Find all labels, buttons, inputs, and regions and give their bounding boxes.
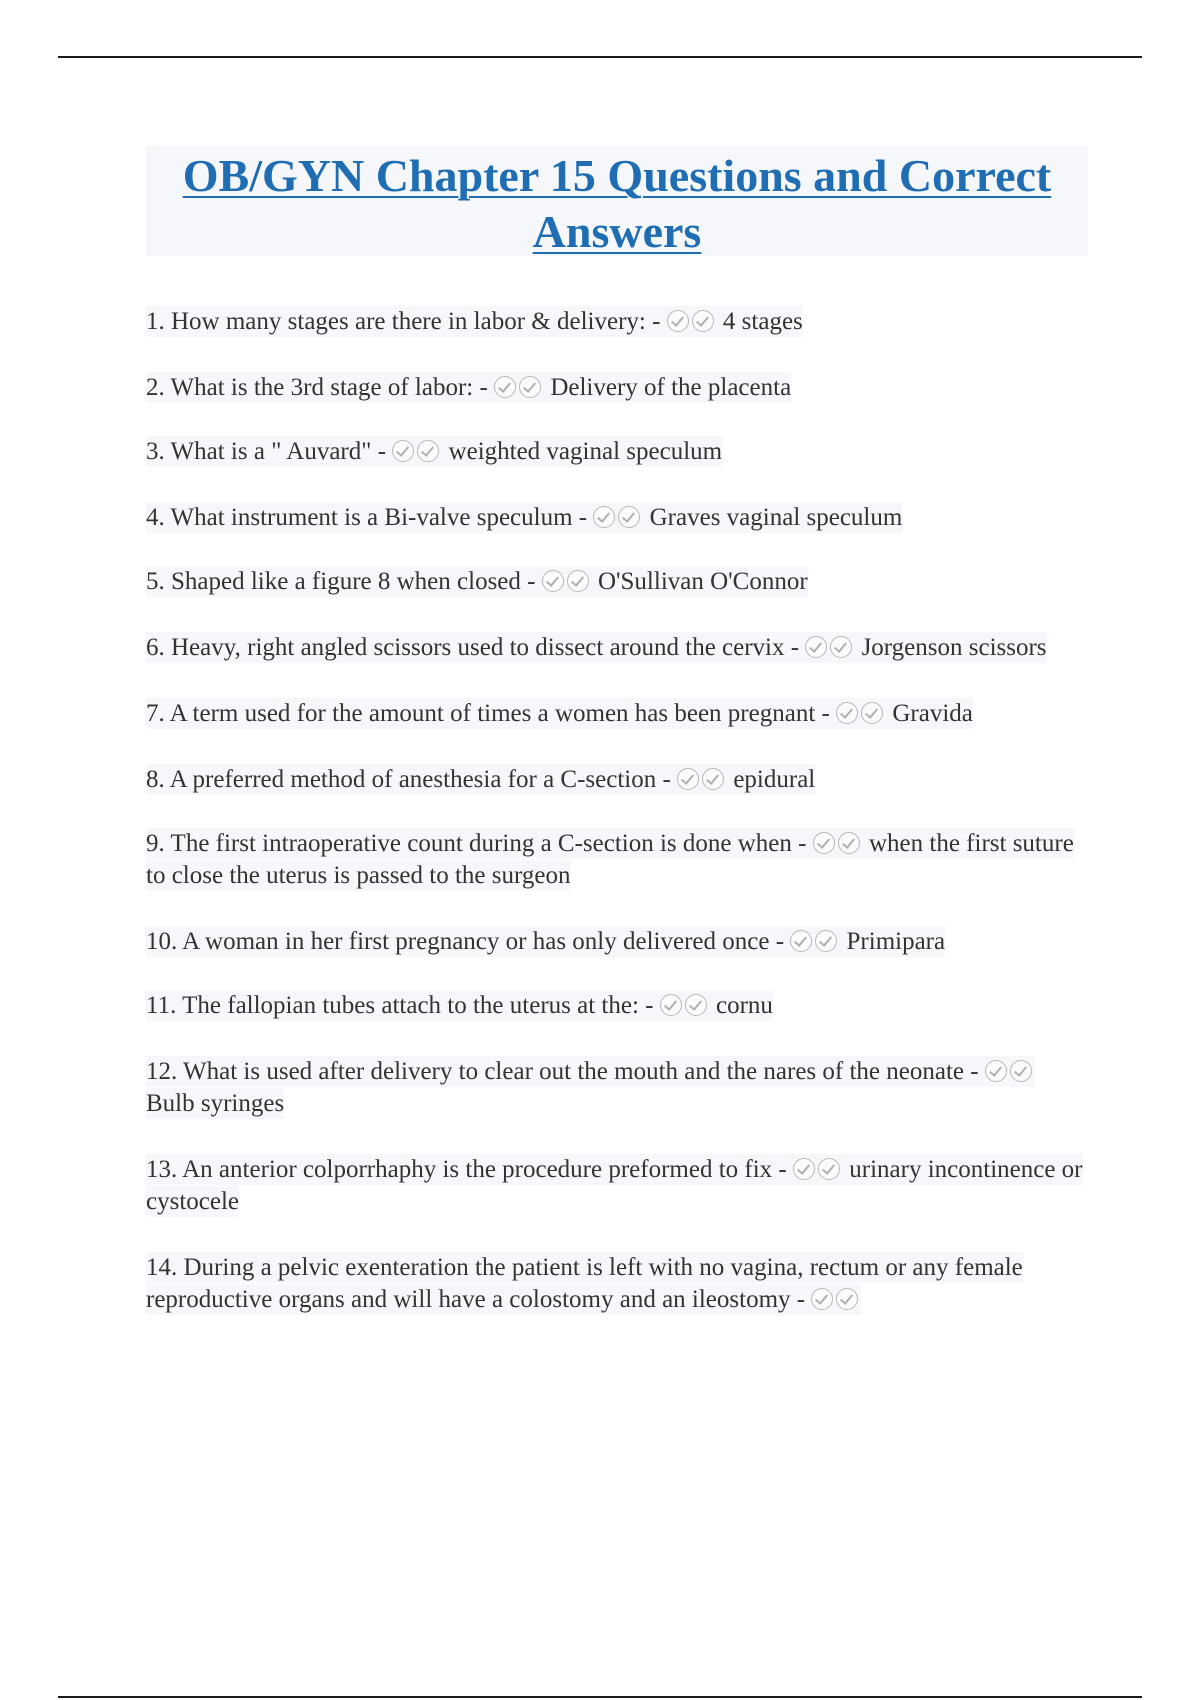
question-text: 4. What instrument is a Bi-valve speculum - [146, 504, 588, 531]
double-check-icon [542, 568, 592, 595]
qa-item-text [146, 926, 945, 957]
question-text: 1. How many stages are there in labor & delivery: - [146, 308, 661, 335]
qa-item-text [146, 566, 808, 597]
qa-item [146, 372, 1088, 404]
double-check-icon [494, 374, 544, 401]
answer-text: Delivery of the placenta [550, 374, 792, 401]
check-circle-icon [542, 570, 564, 592]
double-check-icon [593, 504, 643, 531]
qa-item-text [146, 764, 815, 795]
answer-text: Primipara [846, 928, 946, 955]
check-circle-icon [805, 636, 827, 658]
check-circle-icon [494, 376, 516, 398]
check-circle-icon [836, 702, 858, 724]
qa-item-text [146, 698, 973, 729]
question-text: 2. What is the 3rd stage of labor: - [146, 374, 488, 401]
check-circle-icon [813, 832, 835, 854]
question-text: 11. The fallopian tubes attach to the uterus at the: - [146, 992, 654, 1019]
double-check-icon [660, 992, 710, 1019]
check-circle-icon [677, 768, 699, 790]
check-circle-icon [838, 832, 860, 854]
check-circle-icon [1010, 1060, 1032, 1082]
answer-text: urinary incontinence or cystocele [146, 1156, 1083, 1215]
check-circle-icon [692, 310, 714, 332]
question-text: 5. Shaped like a figure 8 when closed - [146, 568, 536, 595]
double-check-icon [813, 830, 863, 857]
qa-item-text [146, 502, 902, 533]
title-box [146, 146, 1088, 256]
double-check-icon [836, 700, 886, 727]
qa-item [146, 566, 1088, 598]
check-circle-icon [667, 310, 689, 332]
answer-text: Bulb syringes [146, 1090, 285, 1117]
question-text: 7. A term used for the amount of times a women has been pregnant - [146, 700, 830, 727]
check-circle-icon [417, 440, 439, 462]
double-check-icon [392, 438, 442, 465]
check-circle-icon [815, 930, 837, 952]
answer-text: cornu [715, 992, 773, 1019]
qa-item-text [146, 372, 791, 403]
check-circle-icon [593, 506, 615, 528]
double-check-icon [805, 634, 855, 661]
check-circle-icon [793, 1158, 815, 1180]
check-circle-icon [811, 1288, 833, 1310]
check-circle-icon [567, 570, 589, 592]
answer-text: 4 stages [722, 308, 803, 335]
check-circle-icon [660, 994, 682, 1016]
check-circle-icon [702, 768, 724, 790]
qa-item-text [146, 1056, 1035, 1119]
check-circle-icon [519, 376, 541, 398]
answer-text: O'Sullivan O'Connor [597, 568, 808, 595]
qa-item-text [146, 828, 1074, 891]
qa-item [146, 1056, 1088, 1120]
answer-text: epidural [733, 766, 816, 793]
check-circle-icon [392, 440, 414, 462]
qa-item [146, 1252, 1088, 1316]
qa-item [146, 306, 1088, 338]
answer-text: Jorgenson scissors [861, 634, 1047, 661]
qa-item [146, 926, 1088, 958]
qa-item-text [146, 436, 722, 467]
question-text: 9. The first intraoperative count during a C-section is done when - [146, 830, 807, 857]
question-text: 13. An anterior colporrhaphy is the procedure preformed to fix - [146, 1156, 787, 1183]
qa-item-text [146, 990, 773, 1021]
question-text: 10. A woman in her first pregnancy or has only delivered once - [146, 928, 785, 955]
answer-text: weighted vaginal speculum [448, 438, 723, 465]
check-circle-icon [685, 994, 707, 1016]
qa-list [146, 306, 1088, 1316]
question-text: 6. Heavy, right angled scissors used to dissect around the cervix - [146, 634, 800, 661]
qa-item [146, 828, 1088, 892]
qa-item-text [146, 632, 1047, 663]
check-circle-icon [790, 930, 812, 952]
qa-item [146, 502, 1088, 534]
qa-item [146, 764, 1088, 796]
check-circle-icon [861, 702, 883, 724]
answer-text: Graves vaginal speculum [649, 504, 903, 531]
question-text: 8. A preferred method of anesthesia for a C-section - [146, 766, 671, 793]
qa-item [146, 990, 1088, 1022]
answer-text: when the first suture to close the uterus is passed to the surgeon [146, 830, 1074, 889]
qa-item-text [146, 306, 803, 337]
question-text: 3. What is a " Auvard" - [146, 438, 387, 465]
question-text: 14. During a pelvic exenteration the patient is left with no vagina, rectum or any female reproductive organs and will have a colostomy and an ileostomy - [146, 1254, 1023, 1313]
check-circle-icon [985, 1060, 1007, 1082]
answer-text: Gravida [892, 700, 973, 727]
qa-item [146, 436, 1088, 468]
top-rule [58, 56, 1142, 58]
qa-item-text [146, 1154, 1083, 1217]
check-circle-icon [830, 636, 852, 658]
qa-item [146, 698, 1088, 730]
check-circle-icon [836, 1288, 858, 1310]
check-circle-icon [818, 1158, 840, 1180]
qa-item-text [146, 1252, 1023, 1315]
double-check-icon [811, 1286, 861, 1313]
document-title: OB/GYN Chapter 15 Questions and Correct Answers [182, 150, 1052, 257]
double-check-icon [793, 1156, 843, 1183]
double-check-icon [667, 308, 717, 335]
qa-item [146, 1154, 1088, 1218]
double-check-icon [677, 766, 727, 793]
double-check-icon [985, 1058, 1035, 1085]
check-circle-icon [618, 506, 640, 528]
double-check-icon [790, 928, 840, 955]
bottom-rule [58, 1696, 1142, 1698]
question-text: 12. What is used after delivery to clear out the mouth and the nares of the neonate - [146, 1058, 979, 1085]
qa-item [146, 632, 1088, 664]
